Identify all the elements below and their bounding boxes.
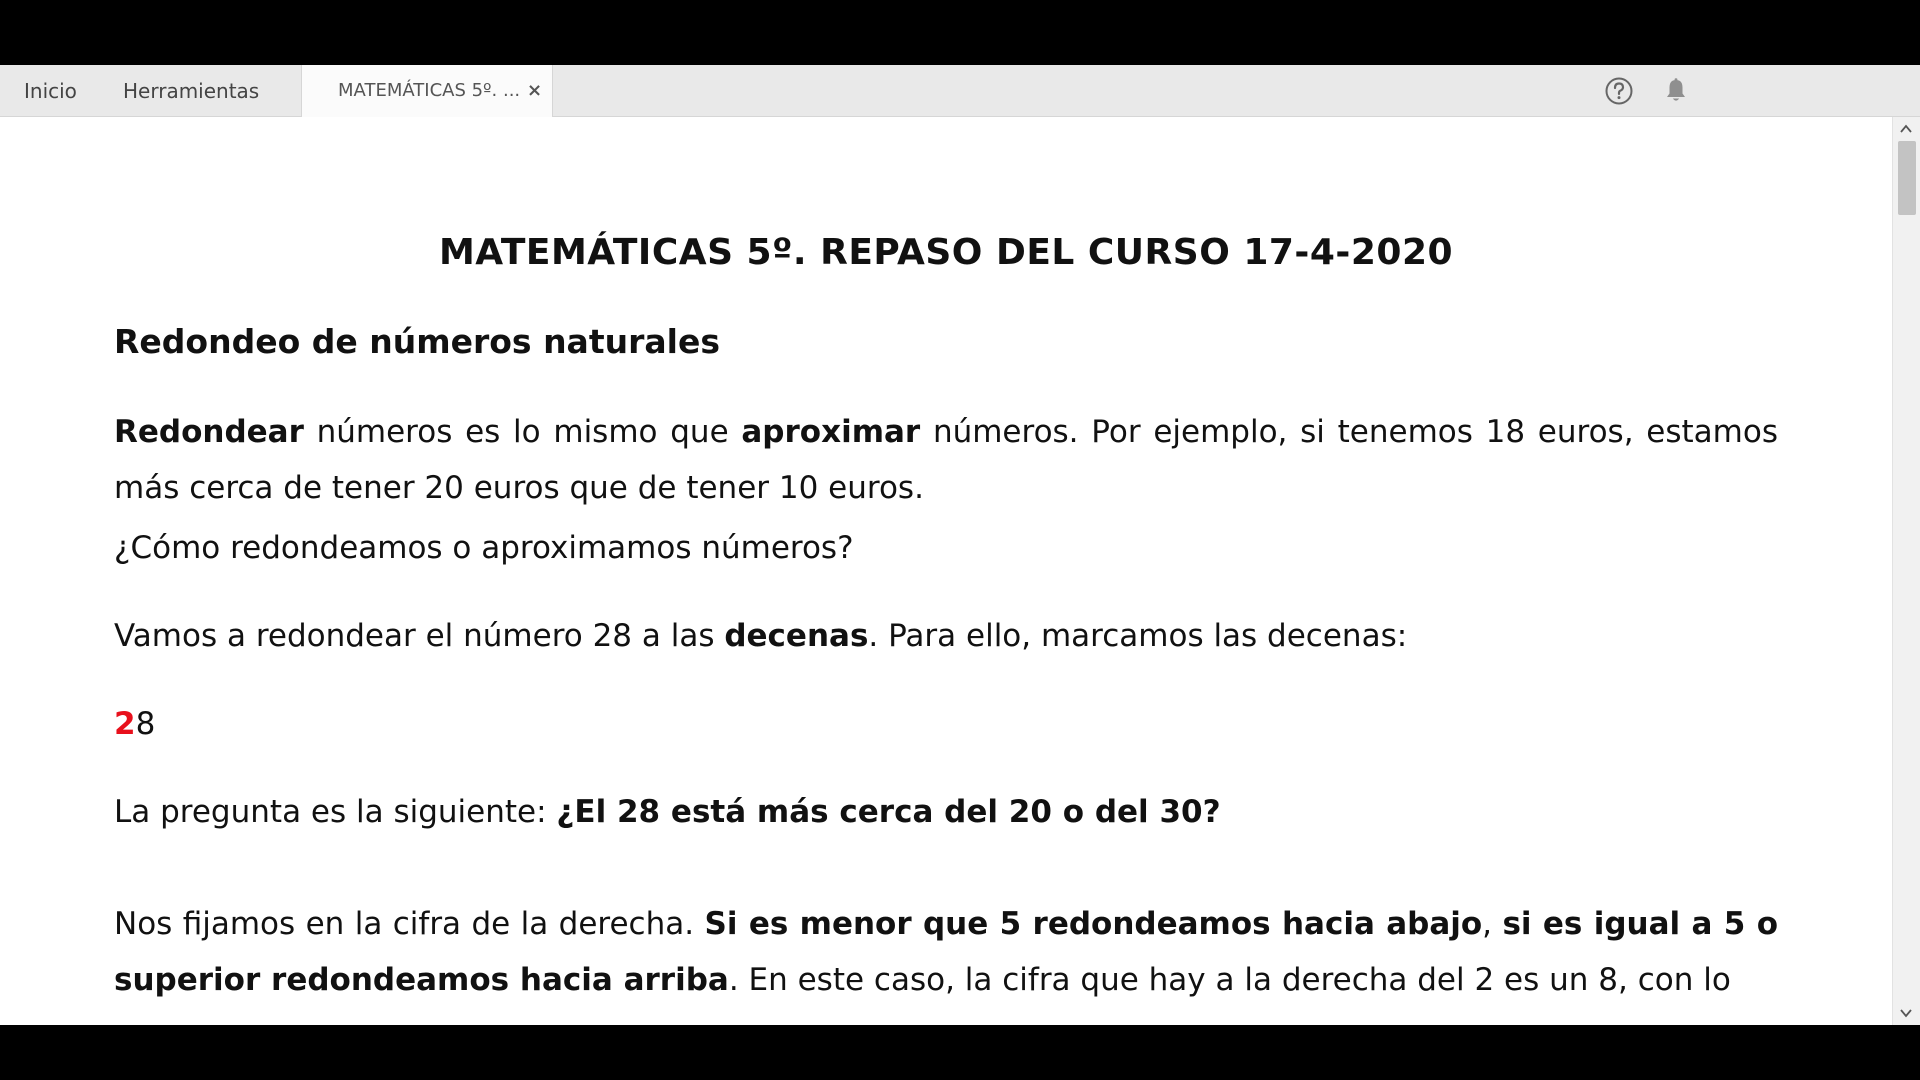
paragraph-text: . En este caso, la cifra que hay a la derecha del 2 es un 8, con lo [728, 962, 1731, 998]
tab-inicio[interactable]: Inicio [24, 79, 77, 103]
paragraph-prompt [114, 784, 1778, 840]
bold-rule-down: Si es menor que 5 redondeamos hacia abajo [704, 906, 1483, 942]
vertical-scrollbar[interactable] [1892, 117, 1920, 1025]
paragraph-text: Vamos a redondear el número 28 a las [114, 618, 725, 654]
document-title: MATEMÁTICAS 5º. REPASO DEL CURSO 17-4-2020 [438, 232, 1454, 273]
bold-rule-up: si es igual a 5 o superior redondeamos hacia arriba [114, 906, 1778, 998]
paragraph-example-intro [114, 608, 1778, 664]
document-viewer [0, 117, 1892, 1025]
paragraph-text: números. Por ejemplo, si tenemos 18 euros, estamos más cerca de tener 20 euros que de tener 10 euros. [114, 414, 1778, 506]
section-heading: Redondeo de números naturales [114, 322, 720, 361]
paragraph-question: ¿Cómo redondeamos o aproximamos números? [114, 530, 854, 566]
scroll-down-arrow-icon[interactable] [1898, 1005, 1914, 1021]
tens-digit-highlight: 2 [114, 706, 136, 742]
paragraph-text: Nos fijamos en la cifra de la derecha. [114, 906, 705, 942]
bold-term-aproximar: aproximar [741, 414, 921, 450]
tab-document-label: MATEMÁTICAS 5º. ... [338, 80, 521, 101]
paragraph-rule [114, 896, 1778, 1008]
units-digit: 8 [135, 706, 156, 742]
paragraph-definition [114, 404, 1778, 516]
help-circle-icon[interactable] [1604, 76, 1634, 106]
bold-question: ¿El 28 está más cerca del 20 o del 30? [556, 794, 1221, 830]
top-black-bar [0, 0, 1920, 65]
paragraph-text: La pregunta es la siguiente: [114, 794, 557, 830]
number-example [114, 696, 1778, 752]
tab-herramientas[interactable]: Herramientas [123, 79, 260, 103]
scroll-up-arrow-icon[interactable] [1898, 121, 1914, 137]
bell-icon[interactable] [1662, 77, 1690, 105]
scroll-thumb[interactable] [1898, 141, 1916, 215]
close-tab-button[interactable]: × [527, 80, 543, 101]
bold-term-decenas: decenas [724, 618, 869, 654]
paragraph-text: , [1482, 906, 1503, 942]
bold-term-redondear: Redondear [114, 414, 304, 450]
paragraph-text: . Para ello, marcamos las decenas: [868, 618, 1408, 654]
tab-document[interactable] [301, 65, 553, 117]
bottom-black-bar [0, 1025, 1920, 1080]
paragraph-text: números es lo mismo que [303, 414, 742, 450]
